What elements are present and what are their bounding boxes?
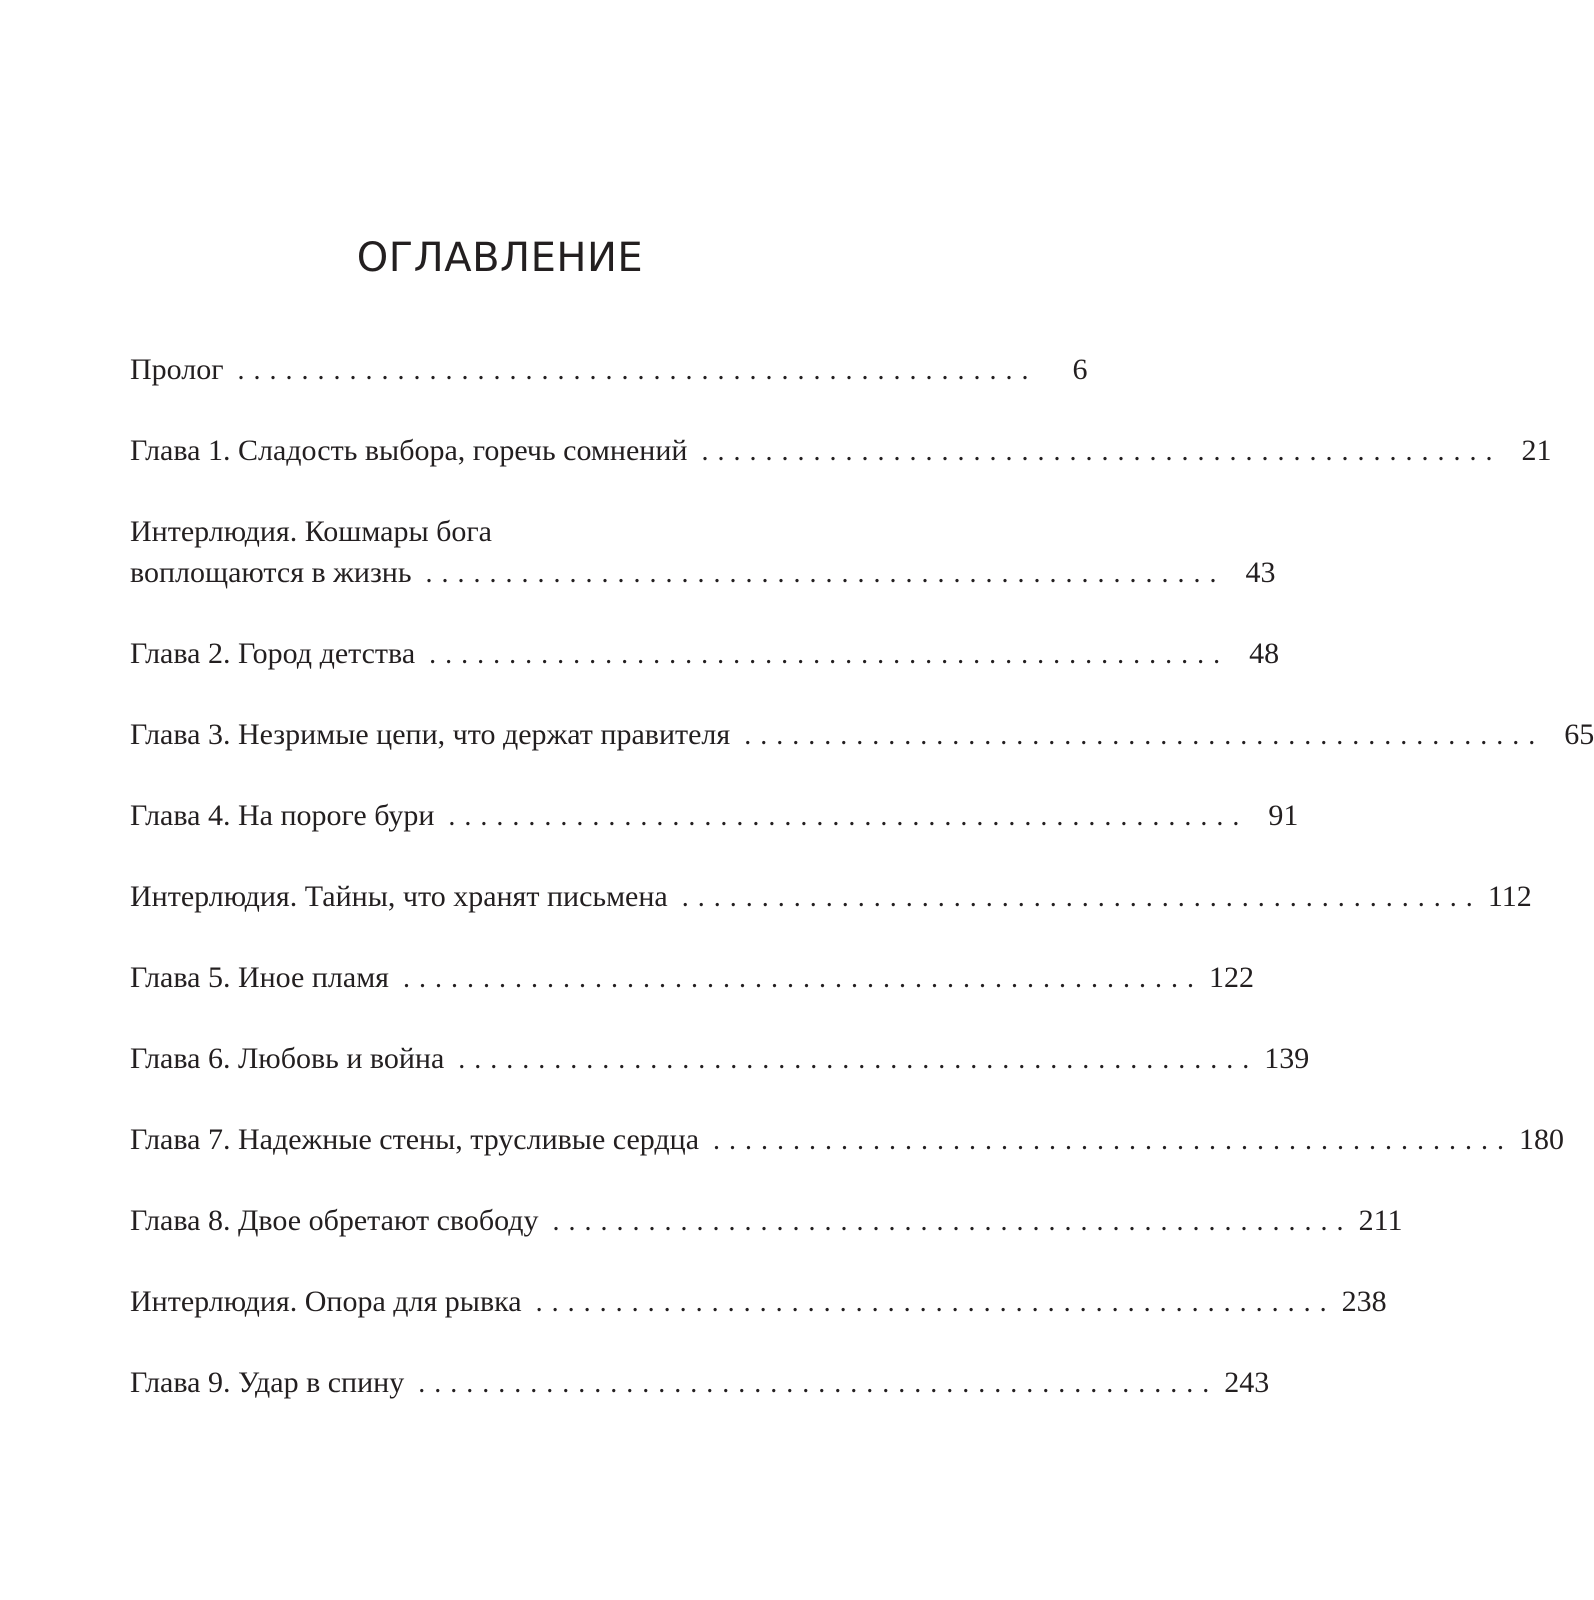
toc-entry-label: Глава 5. Иное пламя	[130, 958, 403, 997]
dot-leader: ..................................................	[418, 1368, 1219, 1399]
dot-leader: ..................................................	[448, 801, 1249, 832]
toc-entry-page: 6	[1072, 353, 1088, 386]
toc-entry-label: Глава 9. Удар в спину	[130, 1363, 418, 1402]
toc-entry-label: Глава 2. Город детства	[130, 634, 429, 673]
toc-entry-page: 43	[1245, 556, 1276, 589]
toc-entry-page: 243	[1224, 1366, 1270, 1399]
toc-entry-chapter-7	[130, 1120, 1565, 1159]
dot-leader: ..................................................	[744, 720, 1545, 751]
toc-entry-label: Глава 7. Надежные стены, трусливые сердца	[130, 1120, 713, 1159]
page-title: ОГЛАВЛЕНИЕ	[356, 235, 644, 281]
toc-entry-page: 139	[1264, 1042, 1310, 1075]
toc-entry-label-line2: воплощаются в жизнь	[130, 553, 426, 592]
toc-entry-page: 211	[1358, 1204, 1403, 1237]
dot-leader: ..................................................	[237, 355, 1038, 386]
dot-leader: ..................................................	[458, 1044, 1259, 1075]
toc-entry-page: 21	[1521, 434, 1552, 467]
dot-leader: ..................................................	[681, 882, 1482, 913]
toc-entry-interlude-1	[130, 512, 1276, 592]
toc-entry-page: 91	[1268, 799, 1299, 832]
dot-leader: ..................................................	[701, 436, 1502, 467]
dot-leader: ..................................................	[713, 1125, 1514, 1156]
toc-entry-page: 122	[1208, 961, 1254, 994]
toc-entry-label: Глава 1. Сладость выбора, горечь сомнений	[130, 431, 701, 470]
dot-leader: ..................................................	[429, 639, 1230, 670]
dot-leader: ..................................................	[552, 1206, 1353, 1237]
toc-entry-label-line1: Интерлюдия. Кошмары бога	[130, 515, 492, 548]
table-of-contents	[130, 350, 1594, 1444]
toc-entry-chapter-5	[130, 958, 1254, 997]
toc-entry-chapter-9	[130, 1363, 1270, 1402]
toc-entry-label: Пролог	[130, 350, 238, 389]
toc-entry-chapter-2	[130, 634, 1280, 673]
toc-entry-label: Глава 6. Любовь и война	[130, 1039, 458, 1078]
dot-leader: ..................................................	[425, 558, 1226, 589]
dot-leader: ..................................................	[402, 963, 1203, 994]
toc-entry-page: 238	[1341, 1285, 1387, 1318]
toc-entry-interlude-3	[130, 1282, 1387, 1321]
toc-entry-label: Интерлюдия. Опора для рывка	[130, 1282, 536, 1321]
toc-entry-label: Глава 3. Незримые цепи, что держат правителя	[130, 715, 744, 754]
toc-entry-page: 65	[1564, 718, 1594, 751]
toc-entry-label: Глава 4. На пороге бури	[130, 796, 448, 835]
dot-leader: ..................................................	[535, 1287, 1336, 1318]
toc-entry-prologue	[130, 350, 1088, 389]
toc-entry-label: Интерлюдия. Тайны, что хранят письмена	[130, 877, 682, 916]
toc-entry-page: 48	[1249, 637, 1280, 670]
toc-entry-chapter-8	[130, 1201, 1403, 1240]
toc-entry-chapter-3	[130, 715, 1594, 754]
toc-entry-chapter-6	[130, 1039, 1310, 1078]
toc-entry-chapter-4	[130, 796, 1299, 835]
toc-entry-chapter-1	[130, 431, 1552, 470]
toc-entry-interlude-2	[130, 877, 1532, 916]
toc-entry-page: 112	[1487, 880, 1532, 913]
toc-entry-label: Глава 8. Двое обретают свободу	[130, 1201, 553, 1240]
toc-entry-page: 180	[1519, 1123, 1565, 1156]
